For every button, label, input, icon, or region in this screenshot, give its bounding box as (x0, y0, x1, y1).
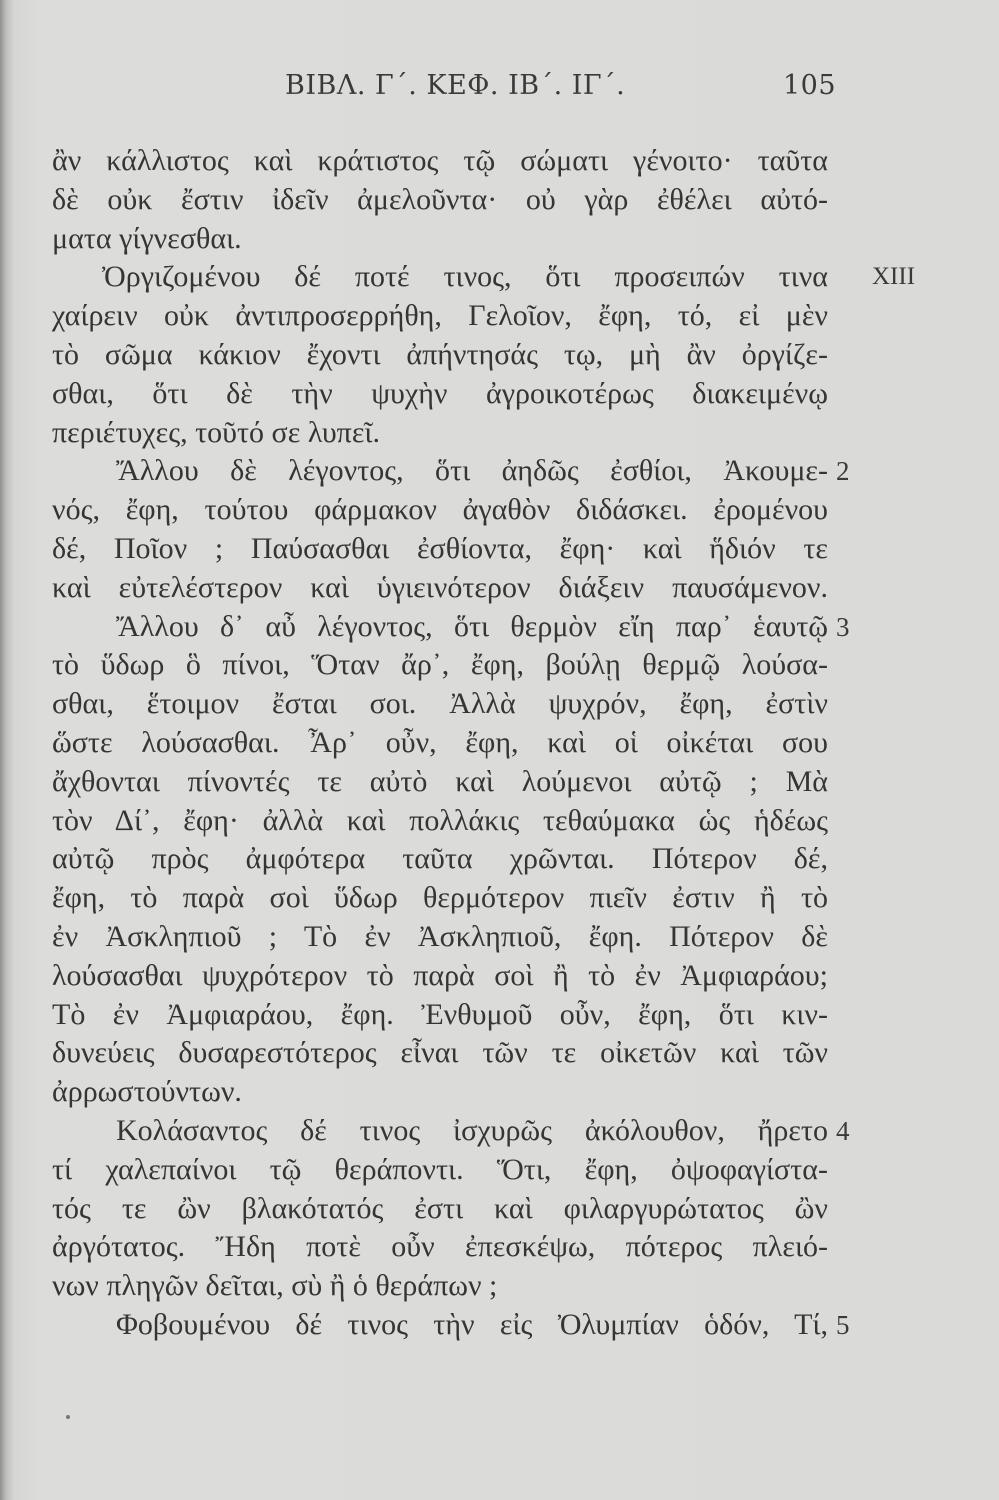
line-text: ἔφη, τὸ παρὰ σοὶ ὕδωρ θερμότερον πιεῖν ἐστιν ἢ τὸ (52, 881, 828, 915)
line-text: σθαι, ὅτι δὲ τὴν ψυχὴν ἀγροικοτέρως διακειμένῳ (52, 376, 828, 410)
text-line (52, 569, 828, 608)
text-line (52, 375, 828, 414)
section-number: 4 (836, 1115, 850, 1146)
text-line (52, 1228, 828, 1267)
section-number: 3 (836, 611, 850, 642)
text-line (52, 1267, 828, 1306)
line-text: τός τε ὢν βλακότατός ἐστι καὶ φιλαργυρώτατος ὢν (52, 1191, 828, 1225)
line-text: καὶ εὐτελέστερον καὶ ὑγιεινότερον διάξειν παυσάμενον. (52, 570, 828, 604)
text-line (52, 414, 828, 453)
running-head: ΒΙΒΛ. Γ΄. ΚΕΦ. ΙΒ΄. ΙΓ΄. (285, 70, 626, 101)
text-line (52, 646, 828, 685)
text-line (52, 181, 828, 220)
page-number: 105 (783, 70, 837, 101)
section-number: XIII (872, 263, 916, 291)
line-text: ἂν κάλλιστος καὶ κράτιστος τῷ σώματι γένοιτο· ταῦτα (52, 144, 828, 177)
section-number: 2 (836, 456, 850, 487)
line-text: αὐτῷ πρὸς ἀμφότερα ταῦτα χρῶνται. Πότερον δέ, (52, 842, 828, 876)
line-text: νων πληγῶν δεῖται, σὺ ἢ ὁ θεράπων ; (52, 1269, 498, 1303)
line-text: τὸν Δί᾽, ἔφη· ἀλλὰ καὶ πολλάκις τεθαύμακα ὡς ἡδέως (52, 803, 828, 837)
line-text: ματα γίγνεσθαι. (52, 221, 242, 255)
line-text: δὲ οὐκ ἔστιν ἰδεῖν ἀμελοῦντα· οὐ γὰρ ἐθέλει αὐτό- (52, 182, 828, 216)
line-text: δέ, Ποῖον ; Παύσασθαι ἐσθίοντα, ἔφη· καὶ ἥδιόν τε (52, 531, 828, 565)
line-text: ἄχθονται πίνοντές τε αὐτὸ καὶ λούμενοι αὐτῷ ; Μὰ (52, 764, 828, 798)
page-header (0, 68, 999, 112)
line-text: περιέτυχες, τοῦτό σε λυπεῖ. (52, 415, 380, 449)
text-line (52, 685, 828, 724)
text-line (52, 258, 916, 297)
text-line (52, 763, 828, 802)
text-line (52, 491, 828, 530)
text-line (52, 297, 828, 336)
text-line (52, 1151, 828, 1190)
text-line (52, 802, 828, 841)
line-text: δυνεύεις δυσαρεστότερος εἶναι τῶν τε οἰκετῶν καὶ τῶν (52, 1036, 828, 1070)
ink-speck (66, 1415, 70, 1419)
line-text: ἐν Ἀσκληπιοῦ ; Τὸ ἐν Ἀσκληπιοῦ, ἔφη. Πότερον δὲ (52, 919, 828, 953)
line-text: ἀργότατος. Ἤδη ποτὲ οὖν ἐπεσκέψω, πότερος πλειό- (52, 1230, 828, 1264)
text-line (52, 336, 828, 375)
line-text: τί χαλεπαίνοι τῷ θεράποντι. Ὅτι, ἔφη, ὀψοφαγίστα- (52, 1152, 828, 1186)
text-line (52, 996, 828, 1035)
text-line (52, 608, 850, 647)
line-text: Ἄλλου δὲ λέγοντος, ὅτι ἀηδῶς ἐσθίοι, Ἀκουμε- (116, 454, 828, 488)
section-number: 5 (836, 1309, 850, 1340)
text-line (52, 840, 828, 879)
text-line (52, 530, 828, 569)
line-text: λούσασθαι ψυχρότερον τὸ παρὰ σοὶ ἢ τὸ ἐν Ἀμφιαράου; (52, 958, 828, 992)
line-text: τὸ σῶμα κάκιον ἔχοντι ἀπήντησάς τῳ, μὴ ἂν ὀργίζε- (52, 337, 828, 371)
text-line (52, 220, 828, 259)
body-text (52, 142, 916, 1345)
line-text: Ἄλλου δ᾽ αὖ λέγοντος, ὅτι θερμὸν εἴη παρ᾽ ἑαυτῷ (116, 609, 828, 643)
text-line (52, 1112, 850, 1151)
text-line (52, 1190, 828, 1229)
text-line (52, 724, 828, 763)
text-line (52, 918, 828, 957)
text-line (52, 879, 828, 918)
line-text: χαίρειν οὐκ ἀντιπροσερρήθη, Γελοῖον, ἔφη, τό, εἰ μὲν (52, 299, 828, 333)
line-text: νός, ἔφη, τούτου φάρμακον ἀγαθὸν διδάσκει. ἐρομένου (52, 493, 828, 527)
line-text: Κολάσαντος δέ τινος ἰσχυρῶς ἀκόλουθον, ἤρετο (116, 1113, 828, 1147)
line-text: ἀρρωστούντων. (52, 1075, 242, 1109)
line-text: Ὀργιζομένου δέ ποτέ τινος, ὅτι προσειπών τινα (102, 260, 828, 294)
line-text: τὸ ὕδωρ ὃ πίνοι, Ὅταν ἄρ᾽, ἔφη, βούλῃ θερμῷ λούσα- (52, 648, 828, 682)
line-text: σθαι, ἕτοιμον ἔσται σοι. Ἀλλὰ ψυχρόν, ἔφη, ἐστὶν (52, 687, 828, 721)
line-text: ὥστε λούσασθαι. Ἆρ᾽ οὖν, ἔφη, καὶ οἱ οἰκέται σου (52, 725, 828, 759)
line-text: Τὸ ἐν Ἀμφιαράου, ἔφη. Ἐνθυμοῦ οὖν, ἔφη, ὅτι κιν- (52, 997, 828, 1031)
text-line (52, 1306, 850, 1345)
text-line (52, 957, 828, 996)
text-line (52, 1073, 828, 1112)
text-line (52, 1034, 828, 1073)
line-text: Φοβουμένου δέ τινος τὴν εἰς Ὀλυμπίαν ὁδόν, Τί, (116, 1307, 828, 1341)
text-line (52, 452, 850, 491)
text-line (52, 142, 828, 181)
